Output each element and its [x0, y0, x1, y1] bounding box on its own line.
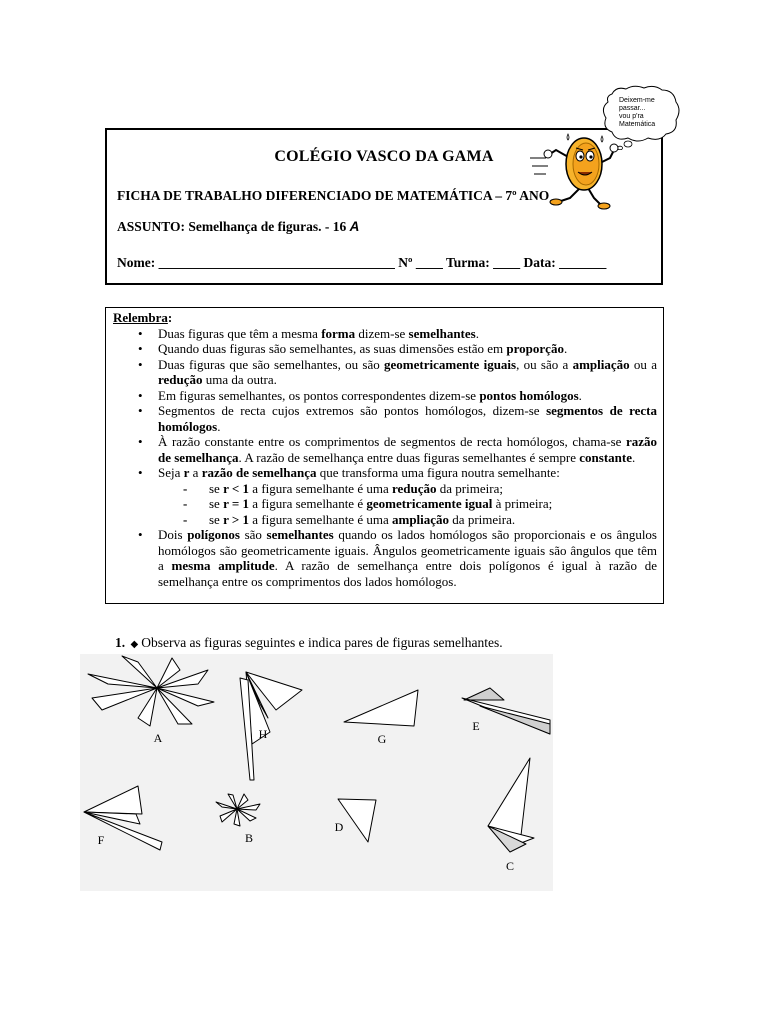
text: se — [209, 511, 224, 527]
subject-code: A — [349, 219, 360, 234]
bold-term: ampliação — [391, 511, 450, 527]
text: se — [209, 480, 224, 496]
ratio-case — [158, 481, 657, 497]
bold-term: semelhantes — [266, 527, 334, 542]
text: quando os lados homólogos são proporcionais e os ângulos homólogos são geometricamente iguais. Ângulos geometricamente iguais são ângulos que têm a — [158, 527, 657, 573]
text: da primeira; — [436, 480, 503, 496]
bold-term: polígonos — [187, 527, 240, 542]
reminder-box — [105, 307, 664, 604]
text: . — [217, 418, 221, 434]
label-g: G — [377, 732, 387, 746]
bold-term: r — [183, 465, 190, 480]
bubble-line: Deixem-me — [619, 97, 655, 104]
text: à primeira; — [492, 496, 553, 511]
bold-term: constante — [579, 449, 632, 465]
bubble-text — [619, 97, 667, 129]
text: Seja — [158, 465, 184, 480]
bold-term: segmentos de recta homólogos — [158, 403, 657, 434]
ratio-case — [158, 496, 657, 512]
bubble-line: vou p'ra — [619, 113, 644, 120]
label-a: A — [153, 731, 163, 745]
bold-term: r < 1 — [223, 480, 250, 496]
bold-term: geometricamente iguais — [384, 356, 517, 372]
ratio-case — [158, 512, 657, 528]
reminder-colon: : — [167, 310, 173, 325]
running-coin-mascot-icon — [528, 128, 628, 210]
label-f: F — [97, 833, 105, 847]
figures-panel — [80, 654, 553, 891]
bold-term: r > 1 — [223, 511, 250, 527]
bold-term: mesma amplitude — [171, 558, 275, 573]
subject-line — [117, 219, 359, 235]
text: . — [632, 449, 636, 465]
bold-term: forma — [321, 325, 356, 341]
student-info-line: Nome: ___________________________________ Nº ____ Turma: ____ Data: _______ — [117, 255, 607, 270]
bold-term: semelhantes — [408, 325, 476, 341]
reminder-item — [113, 434, 657, 465]
worksheet-title: FICHA DE TRABALHO DIFERENCIADO DE MATEMÁTICA – 7º ANO — [117, 188, 550, 203]
bold-term: ampliação — [572, 356, 630, 372]
text: a figura semelhante é uma — [249, 511, 392, 527]
reminder-title: Relembra — [113, 310, 168, 325]
dash: - — [183, 496, 188, 511]
bold-term: redução — [158, 372, 203, 387]
question-number: 1. — [115, 635, 126, 650]
text: se — [209, 496, 224, 511]
label-h: H — [258, 727, 268, 741]
school-title: COLÉGIO VASCO DA GAMA — [274, 148, 494, 165]
reminder-item — [113, 357, 657, 388]
subject-label: ASSUNTO: Semelhança de figuras. - 16 — [117, 219, 347, 234]
label-b: B — [244, 831, 254, 845]
ratio-cases-list — [158, 481, 657, 528]
reminder-item — [113, 527, 657, 589]
text: Segmentos de recta cujos extremos são pontos homólogos, dizem-se — [158, 403, 547, 418]
text: ou a — [629, 356, 657, 372]
text: Dois — [158, 527, 188, 542]
text: Quando duas figuras são semelhantes, as suas dimensões estão em — [158, 341, 507, 356]
text: a figura semelhante é — [249, 496, 367, 511]
bold-term: razão de semelhança — [158, 434, 657, 465]
bubble-line: passar... — [619, 105, 646, 112]
bold-term: geometricamente igual — [366, 496, 493, 511]
text: Duas figuras que são semelhantes, ou são — [158, 356, 385, 372]
reminder-list — [113, 326, 657, 590]
bold-term: redução — [391, 480, 437, 496]
text: . A razão de semelhança entre duas figuras semelhantes é sempre — [238, 449, 580, 465]
bold-term: r = 1 — [223, 496, 250, 511]
question-text: Observa as figuras seguintes e indica pares de figuras semelhantes. — [141, 635, 503, 650]
reminder-item — [113, 465, 657, 527]
bold-term: pontos homólogos — [479, 387, 579, 403]
bold-term: proporção — [506, 341, 564, 356]
dash: - — [183, 511, 188, 527]
text: À razão constante entre os comprimentos de segmentos de recta homólogos, chama-se — [158, 434, 626, 449]
text: Duas figuras que têm a mesma — [158, 325, 322, 341]
text: . — [563, 341, 568, 356]
dash: - — [183, 480, 188, 496]
text: que transforma uma figura noutra semelhante: — [316, 465, 560, 480]
text: . — [578, 387, 582, 403]
text: . — [475, 325, 479, 341]
text: , ou são a — [516, 356, 573, 372]
text: uma da outra. — [202, 372, 277, 387]
question-1 — [115, 635, 503, 651]
bold-term: razão de semelhança — [201, 465, 317, 480]
bubble-line: Matemática — [619, 121, 656, 128]
reminder-item — [113, 326, 657, 342]
text: a — [189, 465, 202, 480]
reminder-item — [113, 403, 657, 434]
reminder-item — [113, 341, 657, 357]
label-d: D — [334, 820, 344, 834]
text: dizem-se — [355, 325, 409, 341]
diamond-icon: ◆ — [130, 639, 139, 650]
text: Em figuras semelhantes, os pontos correspondentes dizem-se — [158, 387, 480, 403]
text: . A razão de semelhança entre dois polígonos é igual à razão de semelhança entre os comprimentos dos lados homólogos. — [158, 558, 657, 589]
text: a figura semelhante é uma — [249, 480, 392, 496]
reminder-heading — [113, 310, 657, 326]
label-c: C — [505, 859, 515, 873]
reminder-item — [113, 388, 657, 404]
text: são — [239, 527, 267, 542]
text: da primeira. — [449, 511, 516, 527]
label-e: E — [472, 719, 480, 733]
